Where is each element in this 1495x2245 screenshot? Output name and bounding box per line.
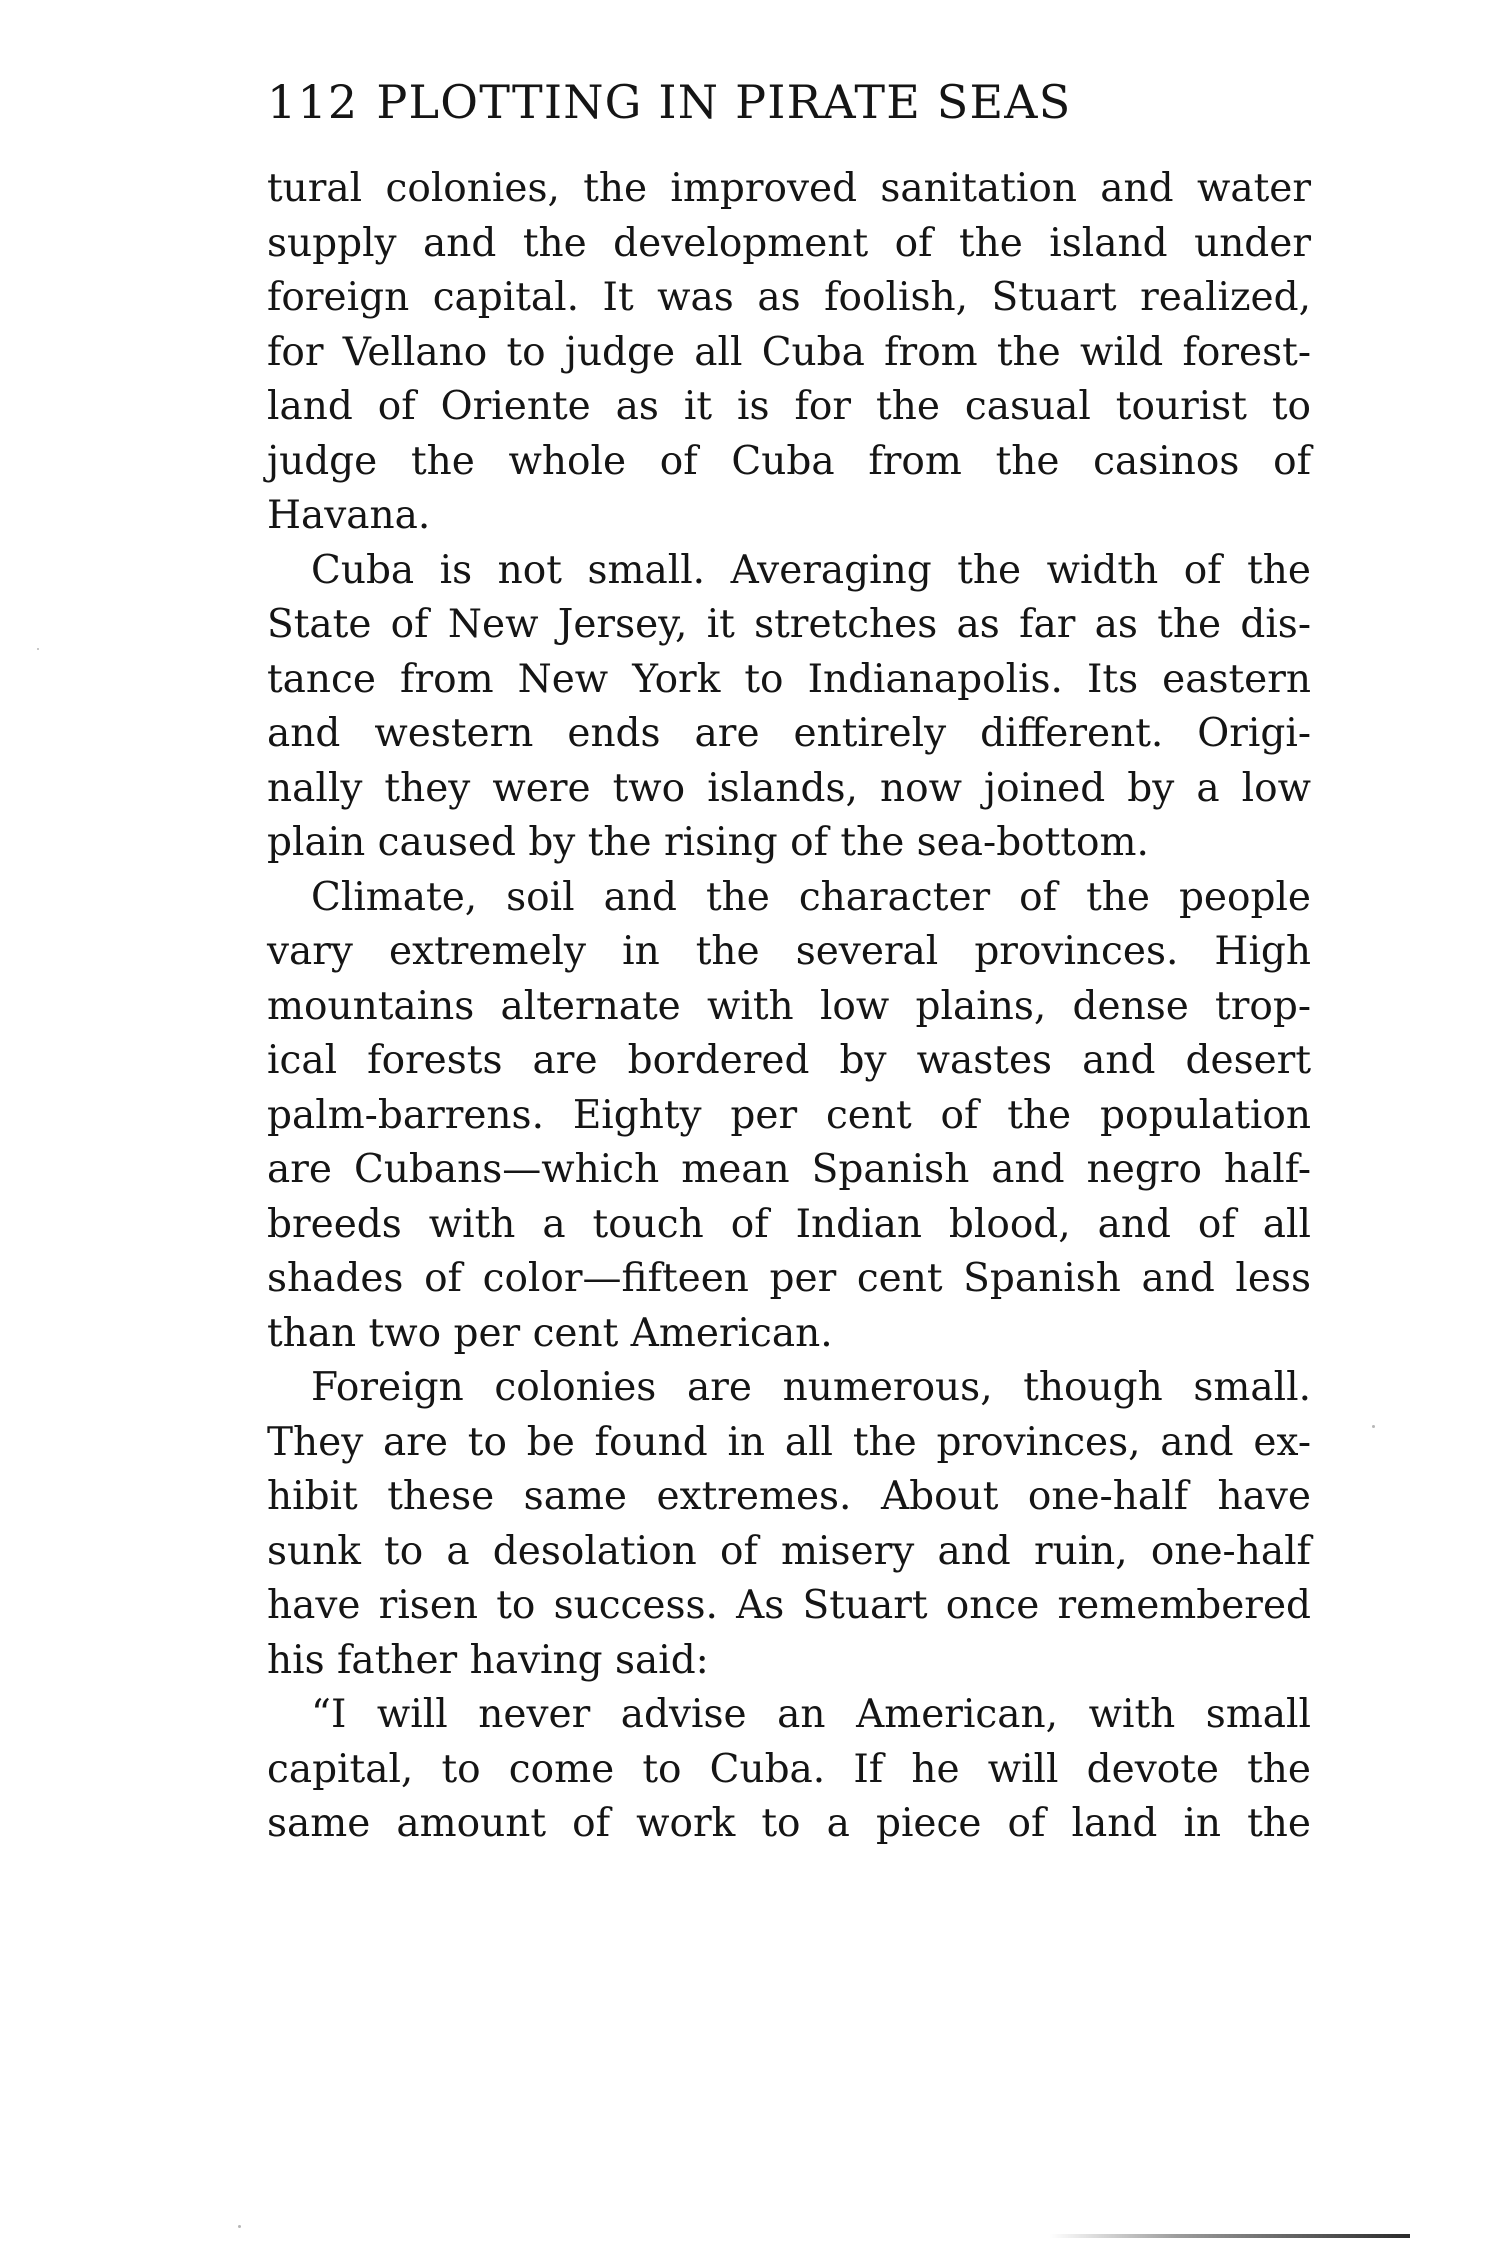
text-line: “I will never advise an American, with small [311, 1692, 1311, 1737]
text-line: shades of color—fifteen per cent Spanish and less [267, 1256, 1311, 1301]
text-line: judge the whole of Cuba from the casinos of [267, 438, 1311, 484]
text-line: for Vellano to judge all Cuba from the wild forest- [267, 329, 1311, 375]
text-line: Havana. [267, 493, 431, 538]
text-line: his father having said: [267, 1637, 709, 1683]
page-number: 112 [267, 75, 359, 129]
text-line: ical forests are bordered by wastes and desert [267, 1038, 1311, 1083]
body-text [267, 162, 1311, 1852]
speck [37, 648, 39, 650]
text-line: Cuba is not small. Averaging the width of the [311, 547, 1311, 593]
text-line: They are to be found in all the provinces, and ex- [267, 1419, 1311, 1465]
text-line: same amount of work to a piece of land in the [267, 1801, 1311, 1846]
page-edge-shadow [1050, 2234, 1410, 2238]
text-line: have risen to success. As Stuart once remembered [267, 1583, 1311, 1628]
running-head [267, 72, 1071, 132]
text-line: nally they were two islands, now joined by a low [267, 765, 1311, 811]
text-line: supply and the development of the island under [267, 220, 1311, 266]
text-line: foreign capital. It was as foolish, Stuart realized, [267, 275, 1311, 320]
running-title: PLOTTING IN PIRATE SEAS [376, 75, 1072, 129]
text-line: are Cubans—which mean Spanish and negro half- [267, 1147, 1311, 1192]
text-line: State of New Jersey, it stretches as far as the dis- [267, 602, 1311, 647]
text-line: plain caused by the rising of the sea-bottom. [267, 820, 1149, 865]
text-line: sunk to a desolation of misery and ruin, one-half [267, 1528, 1311, 1574]
text-line: than two per cent American. [267, 1310, 833, 1356]
text-line: Climate, soil and the character of the people [311, 874, 1311, 920]
speck [238, 2225, 241, 2228]
text-line: palm-barrens. Eighty per cent of the population [267, 1092, 1311, 1138]
text-line: vary extremely in the several provinces. High [267, 929, 1311, 974]
text-line: and western ends are entirely different. Origi- [267, 711, 1311, 756]
text-line: hibit these same extremes. About one-half have [267, 1474, 1311, 1519]
text-line: land of Oriente as it is for the casual tourist to [267, 384, 1311, 429]
text-line: breeds with a touch of Indian blood, and of all [267, 1201, 1311, 1247]
text-line: capital, to come to Cuba. If he will devote the [267, 1746, 1311, 1792]
text-line: Foreign colonies are numerous, though small. [311, 1365, 1311, 1410]
speck [1372, 1425, 1375, 1428]
text-line: tural colonies, the improved sanitation and water [267, 166, 1311, 211]
text-line: mountains alternate with low plains, dense trop- [267, 983, 1311, 1029]
text-line: tance from New York to Indianapolis. Its eastern [267, 656, 1311, 702]
